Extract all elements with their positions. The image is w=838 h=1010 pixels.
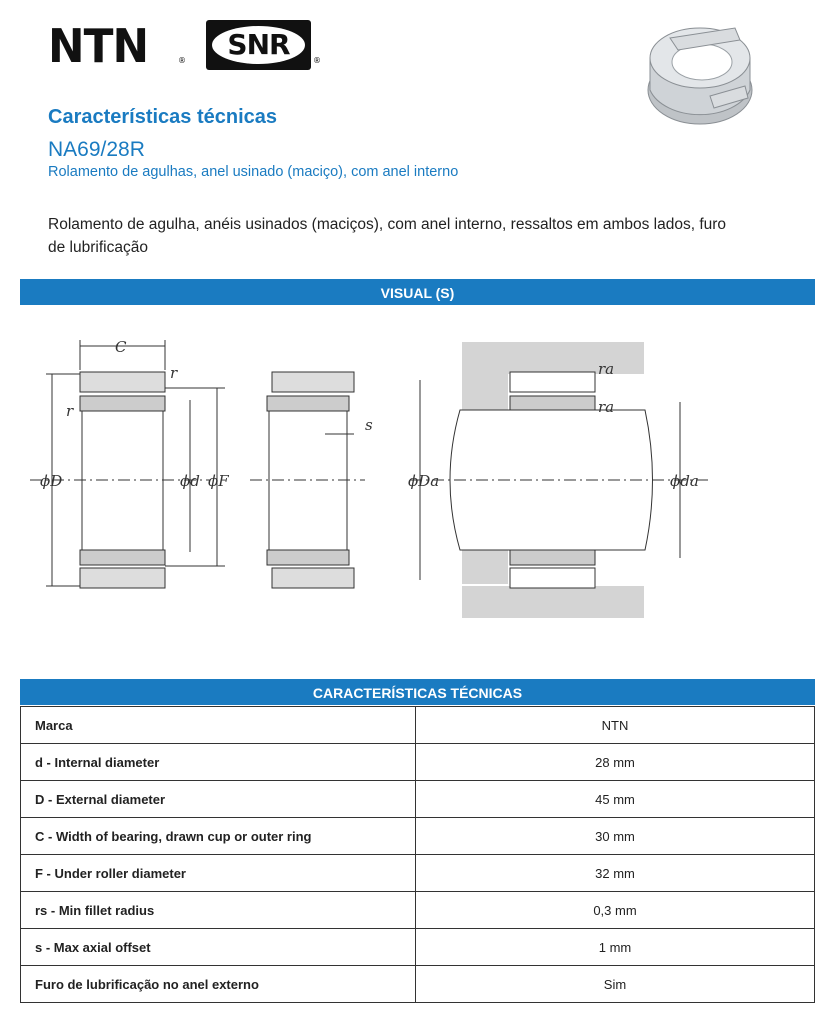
spec-row: [21, 892, 815, 929]
specs-section-header: CARACTERÍSTICAS TÉCNICAS: [20, 679, 815, 705]
product-reference: NA69/28R: [48, 138, 145, 161]
spec-key: C - Width of bearing, drawn cup or outer ring: [21, 818, 416, 855]
spec-key: Marca: [21, 707, 416, 744]
snr-logo-text: SNR: [227, 28, 290, 61]
spec-key: s - Max axial offset: [21, 929, 416, 966]
snr-registered-mark: ®: [313, 56, 321, 65]
spec-value: 28 mm: [416, 744, 815, 781]
spec-value: 30 mm: [416, 818, 815, 855]
mounting-drawing: [410, 342, 710, 618]
label-d: ϕd: [180, 472, 200, 490]
label-C: C: [115, 338, 127, 356]
spec-value: 1 mm: [416, 929, 815, 966]
spec-value: Sim: [416, 966, 815, 1003]
bearing-offset-drawing: [250, 372, 365, 588]
product-description: Rolamento de agulha, anéis usinados (maciços), com anel interno, ressaltos em ambos lados, furo de lubrificação: [48, 216, 727, 256]
spec-row: [21, 929, 815, 966]
bearing-section-drawing: [30, 340, 225, 588]
label-r-side: r: [66, 402, 74, 420]
spec-row: [21, 744, 815, 781]
ntn-logo: NTN: [48, 19, 149, 73]
spec-key: F - Under roller diameter: [21, 855, 416, 892]
label-ra-side: ra: [598, 398, 615, 416]
label-Da: ϕDa: [408, 472, 440, 490]
ntn-registered-mark: ®: [178, 56, 186, 65]
snr-logo: [206, 20, 311, 70]
spec-key: d - Internal diameter: [21, 744, 416, 781]
spec-row: [21, 781, 815, 818]
specs-table: [20, 706, 815, 1003]
spec-row: [21, 966, 815, 1003]
spec-value: 32 mm: [416, 855, 815, 892]
spec-value: NTN: [416, 707, 815, 744]
technical-drawing: [20, 330, 720, 630]
spec-row: [21, 707, 815, 744]
label-F: ϕF: [208, 472, 229, 490]
spec-row: [21, 855, 815, 892]
spec-key: D - External diameter: [21, 781, 416, 818]
spec-row: [21, 818, 815, 855]
label-D: ϕD: [40, 472, 63, 490]
product-subtitle: Rolamento de agulhas, anel usinado (maciço), com anel interno: [48, 164, 459, 180]
label-ra-top: ra: [598, 360, 615, 378]
visual-section-header: VISUAL (S): [20, 279, 815, 305]
spec-key: Furo de lubrificação no anel externo: [21, 966, 416, 1003]
page-title: Características técnicas: [48, 106, 278, 128]
spec-value: 45 mm: [416, 781, 815, 818]
label-da: ϕda: [670, 472, 699, 490]
label-s: s: [365, 416, 373, 434]
spec-key: rs - Min fillet radius: [21, 892, 416, 929]
spec-value: 0,3 mm: [416, 892, 815, 929]
label-r-top: r: [170, 364, 178, 382]
bearing-product-image: [640, 18, 760, 130]
